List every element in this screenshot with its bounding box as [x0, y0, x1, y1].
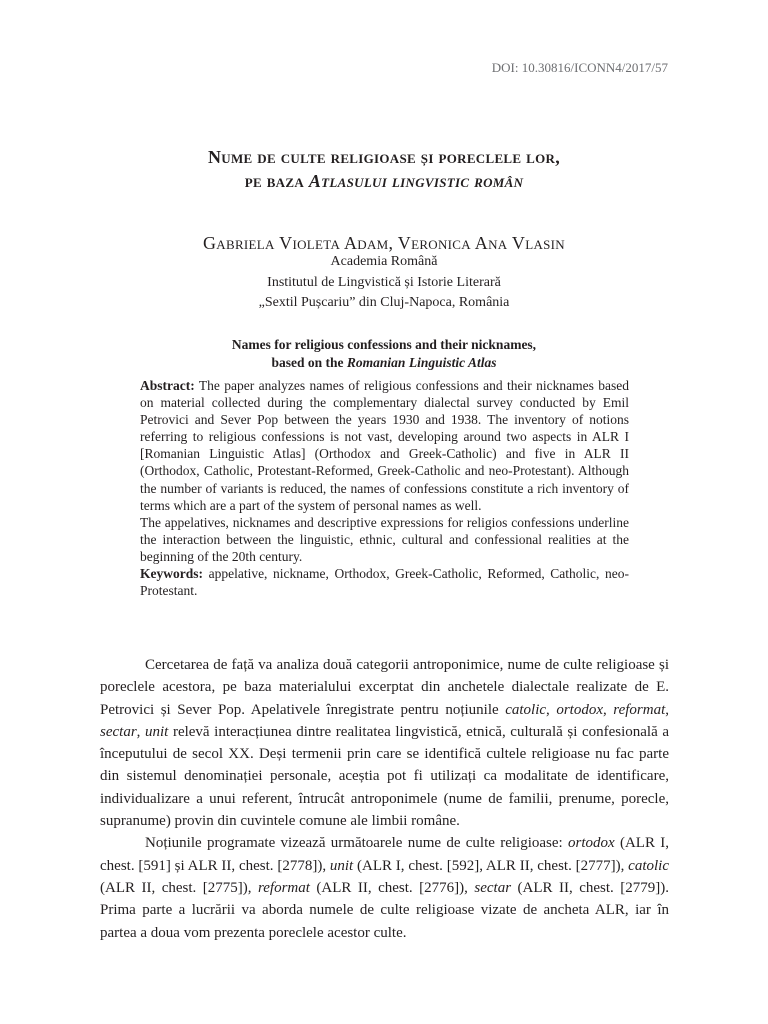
keywords	[140, 565, 629, 599]
english-title-line-2-prefix: based on the	[271, 355, 347, 370]
affiliation-line-2: Institutul de Lingvistică și Istorie Literară	[267, 274, 501, 290]
english-title-line-1: Names for religious confessions and their nicknames,	[231, 337, 537, 352]
doi-label: DOI: 10.30816/ICONN4/2017/57	[491, 60, 668, 75]
title-line-2	[0, 169, 768, 193]
p1-text-b: relevă interacțiunea dintre realitatea lingvistică, etnică, culturală și confesională a începutului de secol XX. Deși termenii prin care se identifică cultele religioase nu fac parte din sistemul denominației personale, aceștia pot fi utilizați ca modalitate de identificare, individualizare a unui referent, întrucât antroponimele (nume de familii, prenume, porecle, supranume) provin din cuvintele comune ale limbii române.	[100, 723, 670, 830]
p1-term-ortodox: ortodox	[556, 701, 603, 718]
body-paragraph-1	[100, 654, 669, 832]
p2-text-f: (ALR II, chest. [2779]). Prima parte a lucrării va aborda numele de culte religioase vizate de ancheta ALR, iar în partea a doua vom prezenta poreclele acestor culte.	[100, 879, 670, 941]
p1-text-a: Cercetarea de față va analiza două categorii antroponimice, nume de culte religioase și poreclele acestora, pe baza materialului excerptat din anchetele dialectale realizate de E. Petrovici și Sever Pop. Apelativele înregistrate pentru noțiunile	[100, 657, 669, 718]
title-line-2-prefix: pe baza	[244, 171, 309, 191]
english-title-line-2-italic: Romanian Linguistic Atlas	[346, 355, 497, 370]
abstract-text-1: The paper analyzes names of religious confessions and their nicknames based on material collected during the complementary dialectal survey conducted by Emil Petrovici and Sever Pop between the years 1930 and 1938. The inventory of notions referring to religious confessions is not vast, developing around two aspects in ALR I [Romanian Linguistic Atlas] (Orthodox and Greek-Catholic) and five in ALR II (Orthodox, Catholic, Protestant-Reformed, Greek-Catholic and neo-Protestant). Although the number of variants is reduced, the names of confessions constitute a rich inventory of terms which are a part of the system of personal names as well.	[140, 378, 629, 513]
keywords-text: appelative, nickname, Orthodox, Greek-Catholic, Reformed, Catholic, neo-Protestant.	[140, 566, 629, 599]
affiliation-line-1: Academia Română	[330, 254, 438, 269]
p1-term-unit: unit	[145, 723, 169, 740]
english-title	[0, 336, 768, 372]
title-line-2-italic: Atlasului lingvistic român	[308, 171, 524, 191]
p1-term-catolic: catolic	[505, 701, 547, 718]
p2-term-sectar: sectar	[474, 879, 512, 896]
p2-text-e: (ALR II, chest. [2776]),	[309, 879, 475, 896]
p2-term-ortodox: ortodox	[567, 835, 615, 852]
p2-text-d: (ALR II, chest. [2775]),	[100, 879, 258, 896]
abstract-paragraph-2: The appelatives, nicknames and descriptive expressions for religios confessions underline the interaction between the linguistic, ethnic, cultural and confessional realities at the beginning of the 20th century.	[140, 514, 629, 564]
p2-term-unit: unit	[329, 857, 354, 874]
body-text	[100, 654, 669, 944]
english-title-line-2	[0, 354, 768, 372]
p2-text-b: (ALR I, chest. [591] și ALR II, chest. [2778]),	[100, 835, 669, 874]
p2-text-c: (ALR I, chest. [592], ALR II, chest. [2777]),	[353, 857, 629, 874]
keywords-label: Keywords:	[140, 566, 203, 582]
p1-sep-4: ,	[136, 723, 146, 740]
affiliation-line-3: „Sextil Pușcariu” din Cluj-Napoca, România	[258, 295, 510, 310]
p2-text-a: Noțiunile programate vizează următoarele nume de culte religioase:	[145, 835, 568, 852]
p2-term-reformat: reformat	[257, 879, 310, 896]
p1-sep-3: ,	[665, 701, 669, 718]
abstract-label: Abstract:	[140, 378, 195, 393]
p1-term-sectar: sectar	[100, 723, 137, 740]
abstract-paragraph-1	[140, 377, 629, 514]
p1-sep-2: ,	[603, 701, 614, 718]
p1-term-reformat: reformat	[613, 701, 666, 718]
p2-term-catolic: catolic	[628, 857, 669, 874]
abstract	[140, 377, 629, 599]
body-paragraph-2	[100, 832, 669, 943]
title-line-1: Nume de culte religioase și poreclele lor,	[207, 147, 561, 167]
paper-title	[0, 145, 768, 193]
authors: Gabriela Violeta Adam, Veronica Ana Vlasin	[202, 233, 565, 253]
affiliation	[0, 252, 768, 314]
p1-sep-1: ,	[546, 701, 557, 718]
